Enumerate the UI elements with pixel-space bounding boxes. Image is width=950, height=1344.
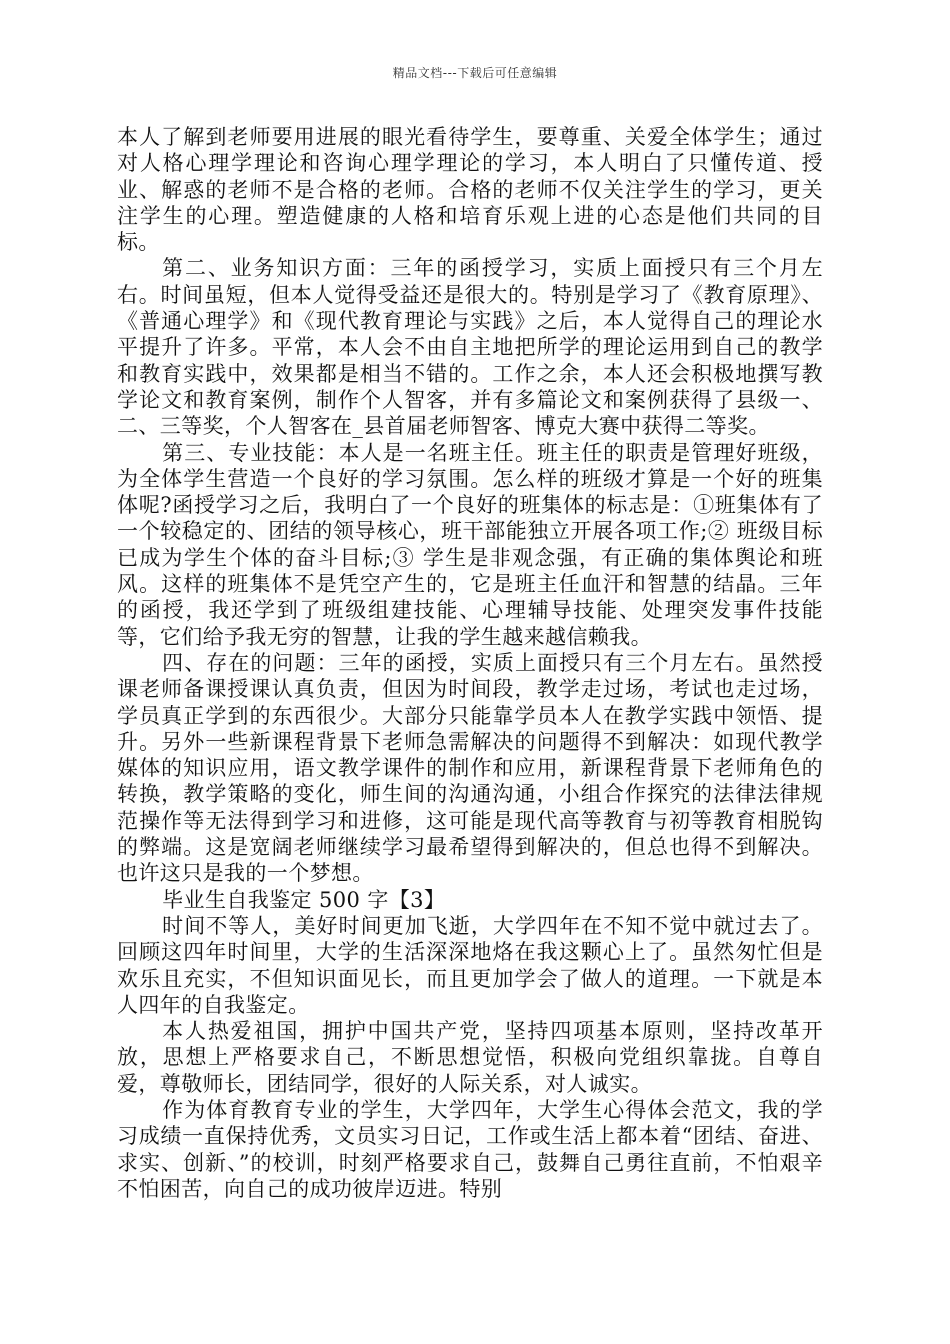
paragraph-4: 四、存在的问题：三年的函授，实质上面授只有三个月左右。虽然授课老师备课授课认真负责，但因为时间段，教学走过场，考试也走过场，学员真正学到的东西很少。大部分只能靠学员本人在教学实践中领悟、提升。另外一些新课程背景下老师急需解决的问题得不到解决：如现代教学媒体的知识应用，语文教学课件的制作和应用，新课程背景下老师角色的转换，教学策略的变化，师生间的沟通沟通，小组合作探究的法律法律规范操作等无法得到学习和进修，这可能是现代高等教育与初等教育相脱钩的弊端。这是宽阔老师继续学习最希望得到解决的，但总也得不到解决。也许这只是我的一个梦想。 (117, 650, 823, 886)
document-body (117, 124, 823, 1202)
paragraph-1: 本人了解到老师要用进展的眼光看待学生，要尊重、关爱全体学生；通过对人格心理学理论和咨询心理学理论的学习，本人明白了只懂传道、授业、解惑的老师不是合格的老师。合格的老师不仅关注学生的学习，更关注学生的心理。塑造健康的人格和培育乐观上进的心态是他们共同的目标。 (117, 125, 823, 255)
paragraph-2: 第二、业务知识方面：三年的函授学习，实质上面授只有三个月左右。时间虽短，但本人觉得受益还是很大的。特别是学习了《教育原理》、《普通心理学》和《现代教育理论与实践》之后，本人觉得自己的理论水平提升了许多。平常，本人会不由自主地把所学的理论运用到自己的教学和教育实践中，效果都是相当不错的。工作之余，本人还会积极地撰写教学论文和教育案例，制作个人智客，并有多篇论文和案例获得了县级一、二、三等奖，个人智客在_县首届老师智客、博克大赛中获得二等奖。 (117, 256, 823, 439)
section-heading: 毕业生自我鉴定 500 字【3】 (162, 887, 446, 912)
paragraph-7: 作为体育教育专业的学生，大学四年，大学生心得体会范文，我的学习成绩一直保持优秀，文员实习日记，工作或生活上都本着“团结、奋进、求实、创新、”的校训，时刻严格要求自己，鼓舞自己勇往直前，不怕艰辛不怕困苦，向自己的成功彼岸迈进。特别 (117, 1097, 823, 1201)
paragraph-3: 第三、专业技能：本人是一名班主任。班主任的职责是管理好班级，为全体学生营造一个良好的学习氛围。怎么样的班级才算是一个好的班集体呢?函授学习之后，我明白了一个良好的班集体的标志是：①班集体有了一个较稳定的、团结的领导核心，班干部能独立开展各项工作;② 班级目标已成为学生个体的奋斗目标;③ 学生是非观念强，有正确的集体舆论和班风。这样的班集体不是凭空产生的，它是班主任血汗和智慧的结晶。三年的函授，我还学到了班级组建技能、心理辅导技能、处理突发事件技能等，它们给予我无穷的智慧，让我的学生越来越信赖我。 (117, 440, 823, 649)
paragraph-5: 时间不等人，美好时间更加飞逝，大学四年在不知不觉中就过去了。回顾这四年时间里，大学的生活深深地烙在我这颗心上了。虽然匆忙但是欢乐且充实，不但知识面见长，而且更加学会了做人的道理。一下就是本人四年的自我鉴定。 (117, 913, 823, 1017)
page-header: 精品文档---下载后可任意编辑 (392, 66, 558, 80)
paragraph-6: 本人热爱祖国，拥护中国共产党，坚持四项基本原则，坚持改革开放，思想上严格要求自己，不断思想觉悟，积极向党组织靠拢。自尊自爱，尊敬师长，团结同学，很好的人际关系，对人诚实。 (117, 1019, 823, 1096)
